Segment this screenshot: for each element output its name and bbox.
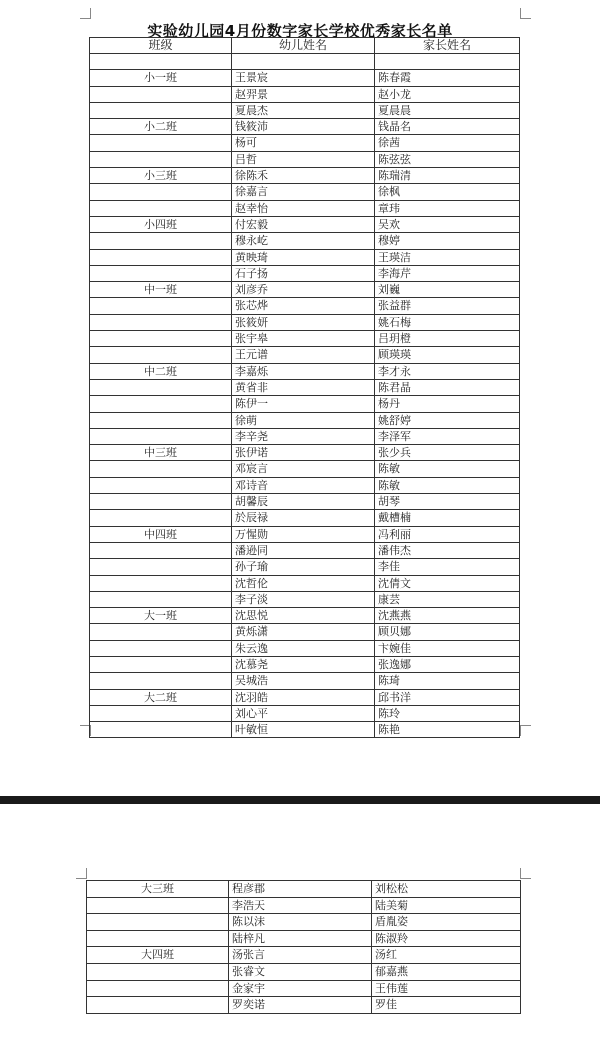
parent-name-cell: 陈春霞 <box>375 70 520 86</box>
parent-name-cell: 陈艳 <box>375 722 520 738</box>
parent-name-cell: 陈敏 <box>375 477 520 493</box>
class-cell <box>87 897 229 914</box>
table-row <box>87 997 521 1014</box>
table-row <box>90 510 520 526</box>
child-name-cell: 徐陈禾 <box>232 168 375 184</box>
class-cell <box>90 428 232 444</box>
parent-name-cell: 戴槽楠 <box>375 510 520 526</box>
table-row <box>87 897 521 914</box>
parent-name-cell: 陈弦弦 <box>375 151 520 167</box>
class-cell <box>90 412 232 428</box>
parent-name-cell: 张逸娜 <box>375 656 520 672</box>
class-cell <box>90 200 232 216</box>
class-cell <box>87 980 229 997</box>
parent-name-cell: 顾贝娜 <box>375 624 520 640</box>
parent-name-cell: 陈君晶 <box>375 379 520 395</box>
class-cell: 小一班 <box>90 70 232 86</box>
class-cell <box>90 86 232 102</box>
table-row <box>90 298 520 314</box>
class-cell <box>90 640 232 656</box>
header-class: 班级 <box>90 38 232 54</box>
child-name-cell: 赵羿景 <box>232 86 375 102</box>
table-row <box>90 656 520 672</box>
class-cell: 中一班 <box>90 282 232 298</box>
child-name-cell: 黄省非 <box>232 379 375 395</box>
parent-name-cell: 胡琴 <box>375 494 520 510</box>
child-name-cell: 李辛尧 <box>232 428 375 444</box>
class-cell <box>90 575 232 591</box>
parents-table <box>89 37 520 738</box>
parent-name-cell: 陈敏 <box>375 461 520 477</box>
crop-mark <box>520 8 531 19</box>
parent-name-cell: 盾胤姿 <box>372 914 521 931</box>
parent-name-cell: 穆婷 <box>375 233 520 249</box>
child-name-cell: 刘心平 <box>232 705 375 721</box>
table-row <box>87 947 521 964</box>
header-parent-name: 家长姓名 <box>375 38 520 54</box>
child-name-cell: 孙子瑜 <box>232 559 375 575</box>
table-row <box>90 168 520 184</box>
table-row <box>87 930 521 947</box>
parent-name-cell: 沈倩文 <box>375 575 520 591</box>
table-row <box>90 265 520 281</box>
header-child-name: 幼儿姓名 <box>232 38 375 54</box>
table-row <box>90 119 520 135</box>
child-name-cell: 沈慕尧 <box>232 656 375 672</box>
table-row <box>90 624 520 640</box>
parent-name-cell: 姚舒婷 <box>375 412 520 428</box>
table-row <box>90 282 520 298</box>
class-cell <box>90 542 232 558</box>
class-cell: 中三班 <box>90 445 232 461</box>
crop-mark <box>520 725 531 736</box>
table-row <box>90 575 520 591</box>
child-name-cell <box>232 54 375 70</box>
class-cell: 大一班 <box>90 608 232 624</box>
class-cell <box>90 265 232 281</box>
class-cell: 中二班 <box>90 363 232 379</box>
child-name-cell: 陈以沫 <box>229 914 372 931</box>
class-cell <box>90 135 232 151</box>
parent-name-cell: 刘巍 <box>375 282 520 298</box>
child-name-cell: 李子淡 <box>232 591 375 607</box>
child-name-cell: 沈思悦 <box>232 608 375 624</box>
table-header-row <box>90 38 520 54</box>
parent-name-cell: 顾瑛瑛 <box>375 347 520 363</box>
parent-name-cell: 钱晶名 <box>375 119 520 135</box>
table-row <box>90 331 520 347</box>
parent-name-cell: 冯利丽 <box>375 526 520 542</box>
table-row <box>90 640 520 656</box>
child-name-cell: 张筱妍 <box>232 314 375 330</box>
child-name-cell: 吴城浩 <box>232 673 375 689</box>
child-name-cell: 付宏毅 <box>232 216 375 232</box>
class-cell <box>90 591 232 607</box>
table-row <box>90 249 520 265</box>
class-cell: 中四班 <box>90 526 232 542</box>
crop-mark <box>520 868 531 879</box>
child-name-cell: 朱云逸 <box>232 640 375 656</box>
parent-name-cell <box>375 54 520 70</box>
parent-name-cell: 张少兵 <box>375 445 520 461</box>
parent-name-cell: 徐枫 <box>375 184 520 200</box>
parent-name-cell: 张益群 <box>375 298 520 314</box>
child-name-cell: 张芯烨 <box>232 298 375 314</box>
document-page-2 <box>0 804 600 1047</box>
class-cell <box>90 151 232 167</box>
parent-name-cell: 陆美菊 <box>372 897 521 914</box>
parent-name-cell: 李泽军 <box>375 428 520 444</box>
child-name-cell: 张睿文 <box>229 963 372 980</box>
parent-name-cell: 姚石梅 <box>375 314 520 330</box>
table-row <box>90 608 520 624</box>
parent-name-cell: 吴欢 <box>375 216 520 232</box>
parent-name-cell: 卞婉佳 <box>375 640 520 656</box>
class-cell <box>90 656 232 672</box>
child-name-cell: 李浩天 <box>229 897 372 914</box>
table-row <box>90 412 520 428</box>
class-cell: 大四班 <box>87 947 229 964</box>
table-row <box>90 705 520 721</box>
child-name-cell: 李嘉烁 <box>232 363 375 379</box>
class-cell: 大二班 <box>90 689 232 705</box>
class-cell <box>90 379 232 395</box>
child-name-cell: 程彦郡 <box>229 881 372 898</box>
child-name-cell: 刘彦乔 <box>232 282 375 298</box>
parent-name-cell: 吕玥橙 <box>375 331 520 347</box>
child-name-cell: 石子扬 <box>232 265 375 281</box>
table-row <box>90 70 520 86</box>
child-name-cell: 潘逊同 <box>232 542 375 558</box>
table-row <box>90 494 520 510</box>
table-row <box>90 54 520 70</box>
class-cell: 小四班 <box>90 216 232 232</box>
child-name-cell: 黄烁潇 <box>232 624 375 640</box>
table-row <box>90 542 520 558</box>
class-cell <box>90 396 232 412</box>
class-cell: 大三班 <box>87 881 229 898</box>
child-name-cell: 於辰禄 <box>232 510 375 526</box>
parent-name-cell: 陈玲 <box>375 705 520 721</box>
parent-name-cell: 陈淑羚 <box>372 930 521 947</box>
table-row <box>87 881 521 898</box>
child-name-cell: 张宇皋 <box>232 331 375 347</box>
table-row <box>90 135 520 151</box>
parent-name-cell: 夏晨晨 <box>375 102 520 118</box>
table-row <box>90 102 520 118</box>
child-name-cell: 徐萌 <box>232 412 375 428</box>
class-cell <box>90 347 232 363</box>
table-row <box>90 347 520 363</box>
parent-name-cell: 章玮 <box>375 200 520 216</box>
parent-name-cell: 王伟莲 <box>372 980 521 997</box>
parent-name-cell: 郁嘉燕 <box>372 963 521 980</box>
parent-name-cell: 王瑛洁 <box>375 249 520 265</box>
child-name-cell: 沈羽皓 <box>232 689 375 705</box>
class-cell <box>90 102 232 118</box>
page-separator <box>0 796 600 804</box>
class-cell <box>90 461 232 477</box>
child-name-cell: 沈哲伦 <box>232 575 375 591</box>
child-name-cell: 黄映琦 <box>232 249 375 265</box>
child-name-cell: 吕哲 <box>232 151 375 167</box>
table-row <box>90 526 520 542</box>
class-cell <box>90 624 232 640</box>
table-row <box>90 673 520 689</box>
table-row <box>90 86 520 102</box>
class-cell <box>90 184 232 200</box>
child-name-cell: 夏晨杰 <box>232 102 375 118</box>
class-cell <box>90 233 232 249</box>
table-row <box>90 477 520 493</box>
class-cell <box>90 331 232 347</box>
table-row <box>90 233 520 249</box>
child-name-cell: 罗奕诺 <box>229 997 372 1014</box>
class-cell <box>90 673 232 689</box>
class-cell: 小二班 <box>90 119 232 135</box>
class-cell <box>90 559 232 575</box>
parent-name-cell: 李佳 <box>375 559 520 575</box>
child-name-cell: 钱筱沛 <box>232 119 375 135</box>
table-row <box>87 963 521 980</box>
table-row <box>90 461 520 477</box>
child-name-cell: 叶敏恒 <box>232 722 375 738</box>
child-name-cell: 汤张言 <box>229 947 372 964</box>
table-row <box>90 559 520 575</box>
class-cell <box>90 477 232 493</box>
class-cell <box>90 722 232 738</box>
child-name-cell: 陈伊一 <box>232 396 375 412</box>
child-name-cell: 穆永屹 <box>232 233 375 249</box>
class-cell <box>87 930 229 947</box>
parent-name-cell: 汤红 <box>372 947 521 964</box>
table-row <box>90 200 520 216</box>
table-row <box>90 363 520 379</box>
table-row <box>90 379 520 395</box>
parent-name-cell: 刘松松 <box>372 881 521 898</box>
parents-table-continued <box>86 880 521 1014</box>
child-name-cell: 陆梓凡 <box>229 930 372 947</box>
parent-name-cell: 罗佳 <box>372 997 521 1014</box>
child-name-cell: 邓诗音 <box>232 477 375 493</box>
class-cell <box>90 54 232 70</box>
table-row <box>87 980 521 997</box>
parent-name-cell: 沈燕燕 <box>375 608 520 624</box>
parent-name-cell: 李海芹 <box>375 265 520 281</box>
child-name-cell: 徐嘉言 <box>232 184 375 200</box>
table-row <box>90 216 520 232</box>
child-name-cell: 张伊诺 <box>232 445 375 461</box>
parent-name-cell: 康芸 <box>375 591 520 607</box>
class-cell <box>90 494 232 510</box>
parent-name-cell: 赵小龙 <box>375 86 520 102</box>
child-name-cell: 邓宸言 <box>232 461 375 477</box>
child-name-cell: 杨可 <box>232 135 375 151</box>
class-cell <box>90 298 232 314</box>
table-row <box>90 591 520 607</box>
table-row <box>90 314 520 330</box>
table-row <box>87 914 521 931</box>
table-row <box>90 151 520 167</box>
child-name-cell: 万惺勋 <box>232 526 375 542</box>
parent-name-cell: 李才永 <box>375 363 520 379</box>
table-row <box>90 689 520 705</box>
parent-name-cell: 徐茜 <box>375 135 520 151</box>
class-cell <box>90 705 232 721</box>
class-cell <box>87 997 229 1014</box>
crop-mark <box>76 868 87 879</box>
parent-name-cell: 陈瑞清 <box>375 168 520 184</box>
parent-name-cell: 陈琦 <box>375 673 520 689</box>
class-cell <box>87 963 229 980</box>
class-cell <box>87 914 229 931</box>
document-title: 实验幼儿园4月份数字家长学校优秀家长名单 <box>147 22 453 40</box>
table-row <box>90 184 520 200</box>
child-name-cell: 胡馨辰 <box>232 494 375 510</box>
parent-name-cell: 潘伟杰 <box>375 542 520 558</box>
table-row <box>90 428 520 444</box>
child-name-cell: 王景宸 <box>232 70 375 86</box>
class-cell: 小三班 <box>90 168 232 184</box>
child-name-cell: 赵幸怡 <box>232 200 375 216</box>
child-name-cell: 王元谱 <box>232 347 375 363</box>
parent-name-cell: 邱书洋 <box>375 689 520 705</box>
class-cell <box>90 510 232 526</box>
child-name-cell: 金家宇 <box>229 980 372 997</box>
class-cell <box>90 314 232 330</box>
table-row <box>90 396 520 412</box>
class-cell <box>90 249 232 265</box>
table-row <box>90 722 520 738</box>
crop-mark <box>80 8 91 19</box>
table-row <box>90 445 520 461</box>
parent-name-cell: 杨丹 <box>375 396 520 412</box>
